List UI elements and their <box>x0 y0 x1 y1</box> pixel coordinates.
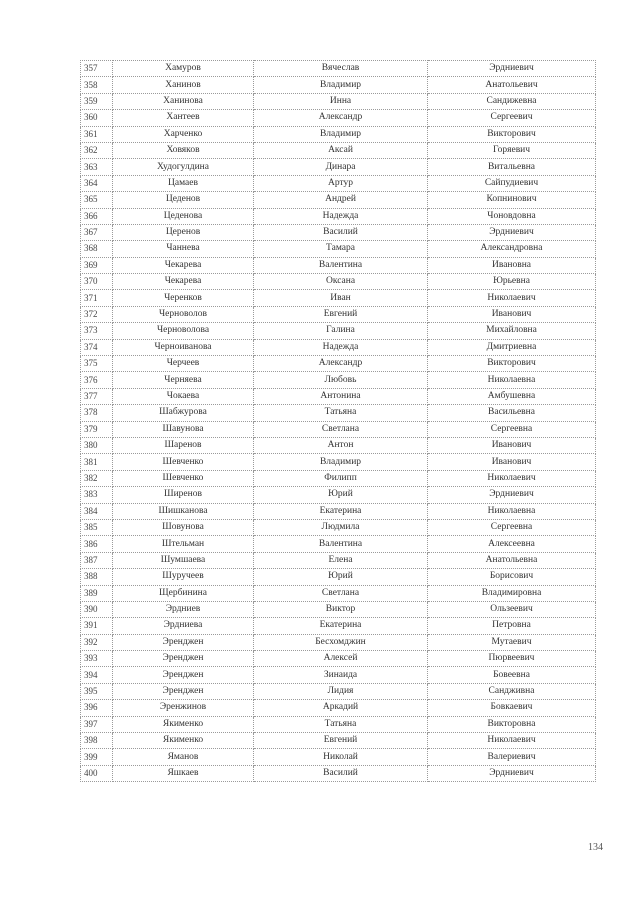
row-number: 386 <box>81 536 113 552</box>
row-number: 361 <box>81 126 113 142</box>
patronymic-cell: Юрьевна <box>428 274 596 290</box>
patronymic-cell: Дмитриевна <box>428 339 596 355</box>
row-number: 379 <box>81 421 113 437</box>
patronymic-cell: Чоновдовна <box>428 208 596 224</box>
row-number: 364 <box>81 175 113 191</box>
first-name-cell: Татьяна <box>254 716 428 732</box>
table-row <box>81 274 596 290</box>
last-name-cell: Цеденова <box>113 208 254 224</box>
row-number: 384 <box>81 503 113 519</box>
patronymic-cell: Эрдниевич <box>428 765 596 781</box>
last-name-cell: Церенов <box>113 224 254 240</box>
table-row <box>81 110 596 126</box>
patronymic-cell: Анатольевна <box>428 552 596 568</box>
patronymic-cell: Васильевна <box>428 405 596 421</box>
row-number: 358 <box>81 77 113 93</box>
last-name-cell: Черноволов <box>113 306 254 322</box>
row-number: 367 <box>81 224 113 240</box>
row-number: 398 <box>81 733 113 749</box>
last-name-cell: Чаннева <box>113 241 254 257</box>
row-number: 359 <box>81 93 113 109</box>
table-row <box>81 667 596 683</box>
table-row <box>81 683 596 699</box>
patronymic-cell: Николаевна <box>428 372 596 388</box>
row-number: 399 <box>81 749 113 765</box>
last-name-cell: Эрдниева <box>113 618 254 634</box>
first-name-cell: Оксана <box>254 274 428 290</box>
patronymic-cell: Ивановна <box>428 257 596 273</box>
row-number: 385 <box>81 519 113 535</box>
table-row <box>81 651 596 667</box>
table-row <box>81 749 596 765</box>
first-name-cell: Инна <box>254 93 428 109</box>
table-row <box>81 733 596 749</box>
row-number: 395 <box>81 683 113 699</box>
patronymic-cell: Анатольевич <box>428 77 596 93</box>
last-name-cell: Черноволова <box>113 323 254 339</box>
last-name-cell: Эрдниев <box>113 601 254 617</box>
last-name-cell: Эренджен <box>113 634 254 650</box>
patronymic-cell: Викторовна <box>428 716 596 732</box>
patronymic-cell: Сергеевич <box>428 110 596 126</box>
row-number: 371 <box>81 290 113 306</box>
first-name-cell: Динара <box>254 159 428 175</box>
last-name-cell: Якименко <box>113 733 254 749</box>
row-number: 376 <box>81 372 113 388</box>
table-row <box>81 618 596 634</box>
row-number: 382 <box>81 470 113 486</box>
table-row <box>81 224 596 240</box>
last-name-cell: Шевченко <box>113 470 254 486</box>
patronymic-cell: Иванович <box>428 306 596 322</box>
row-number: 392 <box>81 634 113 650</box>
row-number: 360 <box>81 110 113 126</box>
table-row <box>81 405 596 421</box>
last-name-cell: Чекарева <box>113 257 254 273</box>
table-row <box>81 454 596 470</box>
last-name-cell: Эренджен <box>113 667 254 683</box>
patronymic-cell: Бовкаевич <box>428 700 596 716</box>
first-name-cell: Василий <box>254 765 428 781</box>
first-name-cell: Евгений <box>254 306 428 322</box>
last-name-cell: Эренджен <box>113 683 254 699</box>
row-number: 383 <box>81 487 113 503</box>
patronymic-cell: Борисович <box>428 569 596 585</box>
last-name-cell: Ховяков <box>113 142 254 158</box>
table-row <box>81 77 596 93</box>
last-name-cell: Черенков <box>113 290 254 306</box>
row-number: 388 <box>81 569 113 585</box>
names-table <box>80 60 596 782</box>
patronymic-cell: Николаевич <box>428 733 596 749</box>
last-name-cell: Шабжурова <box>113 405 254 421</box>
row-number: 363 <box>81 159 113 175</box>
first-name-cell: Бесхомджин <box>254 634 428 650</box>
last-name-cell: Ханинова <box>113 93 254 109</box>
table-row <box>81 372 596 388</box>
table-row <box>81 470 596 486</box>
table-row <box>81 700 596 716</box>
first-name-cell: Владимир <box>254 77 428 93</box>
last-name-cell: Шуручеев <box>113 569 254 585</box>
first-name-cell: Аркадий <box>254 700 428 716</box>
last-name-cell: Ханинов <box>113 77 254 93</box>
patronymic-cell: Владимировна <box>428 585 596 601</box>
last-name-cell: Штельман <box>113 536 254 552</box>
table-row <box>81 323 596 339</box>
first-name-cell: Аксай <box>254 142 428 158</box>
first-name-cell: Владимир <box>254 126 428 142</box>
last-name-cell: Худогулдина <box>113 159 254 175</box>
first-name-cell: Алексей <box>254 651 428 667</box>
last-name-cell: Эренжинов <box>113 700 254 716</box>
row-number: 370 <box>81 274 113 290</box>
last-name-cell: Хамуров <box>113 61 254 77</box>
first-name-cell: Надежда <box>254 339 428 355</box>
last-name-cell: Шаренов <box>113 437 254 453</box>
first-name-cell: Виктор <box>254 601 428 617</box>
patronymic-cell: Николаевич <box>428 470 596 486</box>
row-number: 381 <box>81 454 113 470</box>
patronymic-cell: Викторович <box>428 126 596 142</box>
first-name-cell: Любовь <box>254 372 428 388</box>
table-row <box>81 569 596 585</box>
patronymic-cell: Пюрвеевич <box>428 651 596 667</box>
table-row <box>81 61 596 77</box>
last-name-cell: Щербинина <box>113 585 254 601</box>
last-name-cell: Эренджен <box>113 651 254 667</box>
first-name-cell: Татьяна <box>254 405 428 421</box>
row-number: 377 <box>81 388 113 404</box>
patronymic-cell: Михайловна <box>428 323 596 339</box>
table-row <box>81 93 596 109</box>
patronymic-cell: Петровна <box>428 618 596 634</box>
table-row <box>81 306 596 322</box>
row-number: 366 <box>81 208 113 224</box>
table-row <box>81 536 596 552</box>
table-row <box>81 487 596 503</box>
patronymic-cell: Иванович <box>428 454 596 470</box>
first-name-cell: Вячеслав <box>254 61 428 77</box>
row-number: 369 <box>81 257 113 273</box>
last-name-cell: Яшкаев <box>113 765 254 781</box>
first-name-cell: Екатерина <box>254 618 428 634</box>
row-number: 375 <box>81 356 113 372</box>
row-number: 368 <box>81 241 113 257</box>
table-row <box>81 241 596 257</box>
last-name-cell: Шевченко <box>113 454 254 470</box>
row-number: 397 <box>81 716 113 732</box>
first-name-cell: Юрий <box>254 487 428 503</box>
first-name-cell: Светлана <box>254 421 428 437</box>
row-number: 391 <box>81 618 113 634</box>
patronymic-cell: Эрдниевич <box>428 487 596 503</box>
patronymic-cell: Мутаевич <box>428 634 596 650</box>
first-name-cell: Николай <box>254 749 428 765</box>
first-name-cell: Елена <box>254 552 428 568</box>
patronymic-cell: Валериевич <box>428 749 596 765</box>
last-name-cell: Якименко <box>113 716 254 732</box>
row-number: 389 <box>81 585 113 601</box>
table-row <box>81 388 596 404</box>
first-name-cell: Валентина <box>254 536 428 552</box>
last-name-cell: Черчеев <box>113 356 254 372</box>
patronymic-cell: Витальевна <box>428 159 596 175</box>
row-number: 387 <box>81 552 113 568</box>
row-number: 394 <box>81 667 113 683</box>
table-row <box>81 437 596 453</box>
patronymic-cell: Александровна <box>428 241 596 257</box>
row-number: 373 <box>81 323 113 339</box>
last-name-cell: Хантеев <box>113 110 254 126</box>
last-name-cell: Яманов <box>113 749 254 765</box>
patronymic-cell: Викторович <box>428 356 596 372</box>
first-name-cell: Надежда <box>254 208 428 224</box>
first-name-cell: Александр <box>254 110 428 126</box>
last-name-cell: Шавунова <box>113 421 254 437</box>
first-name-cell: Евгений <box>254 733 428 749</box>
names-table-body <box>81 61 596 782</box>
table-row <box>81 142 596 158</box>
table-row <box>81 421 596 437</box>
patronymic-cell: Сандижевна <box>428 93 596 109</box>
patronymic-cell: Ользеевич <box>428 601 596 617</box>
patronymic-cell: Сергеевна <box>428 421 596 437</box>
patronymic-cell: Эрдниевич <box>428 224 596 240</box>
row-number: 390 <box>81 601 113 617</box>
patronymic-cell: Сандживна <box>428 683 596 699</box>
table-row <box>81 503 596 519</box>
patronymic-cell: Эрдниевич <box>428 61 596 77</box>
table-row <box>81 519 596 535</box>
first-name-cell: Екатерина <box>254 503 428 519</box>
last-name-cell: Шумшаева <box>113 552 254 568</box>
table-row <box>81 126 596 142</box>
first-name-cell: Галина <box>254 323 428 339</box>
table-row <box>81 634 596 650</box>
last-name-cell: Чекарева <box>113 274 254 290</box>
table-row <box>81 192 596 208</box>
table-row <box>81 356 596 372</box>
patronymic-cell: Копнинович <box>428 192 596 208</box>
last-name-cell: Цамаев <box>113 175 254 191</box>
row-number: 400 <box>81 765 113 781</box>
table-row <box>81 601 596 617</box>
patronymic-cell: Сергеевна <box>428 519 596 535</box>
patronymic-cell: Сайпудиевич <box>428 175 596 191</box>
table-row <box>81 716 596 732</box>
last-name-cell: Шишканова <box>113 503 254 519</box>
row-number: 393 <box>81 651 113 667</box>
first-name-cell: Владимир <box>254 454 428 470</box>
last-name-cell: Ширенов <box>113 487 254 503</box>
first-name-cell: Тамара <box>254 241 428 257</box>
first-name-cell: Светлана <box>254 585 428 601</box>
table-row <box>81 175 596 191</box>
last-name-cell: Чокаева <box>113 388 254 404</box>
first-name-cell: Филипп <box>254 470 428 486</box>
first-name-cell: Василий <box>254 224 428 240</box>
patronymic-cell: Алексеевна <box>428 536 596 552</box>
first-name-cell: Артур <box>254 175 428 191</box>
table-row <box>81 585 596 601</box>
last-name-cell: Черняева <box>113 372 254 388</box>
first-name-cell: Людмила <box>254 519 428 535</box>
patronymic-cell: Николаевич <box>428 290 596 306</box>
first-name-cell: Валентина <box>254 257 428 273</box>
table-row <box>81 208 596 224</box>
table-row <box>81 765 596 781</box>
first-name-cell: Антон <box>254 437 428 453</box>
table-row <box>81 159 596 175</box>
last-name-cell: Черноиванова <box>113 339 254 355</box>
patronymic-cell: Иванович <box>428 437 596 453</box>
last-name-cell: Цеденов <box>113 192 254 208</box>
row-number: 380 <box>81 437 113 453</box>
table-row <box>81 552 596 568</box>
row-number: 378 <box>81 405 113 421</box>
last-name-cell: Харченко <box>113 126 254 142</box>
first-name-cell: Иван <box>254 290 428 306</box>
last-name-cell: Шовунова <box>113 519 254 535</box>
patronymic-cell: Бовеевна <box>428 667 596 683</box>
table-row <box>81 257 596 273</box>
row-number: 365 <box>81 192 113 208</box>
first-name-cell: Антонина <box>254 388 428 404</box>
row-number: 357 <box>81 61 113 77</box>
row-number: 374 <box>81 339 113 355</box>
first-name-cell: Зинаида <box>254 667 428 683</box>
first-name-cell: Александр <box>254 356 428 372</box>
first-name-cell: Юрий <box>254 569 428 585</box>
page-number: 134 <box>588 842 603 853</box>
row-number: 396 <box>81 700 113 716</box>
patronymic-cell: Горяевич <box>428 142 596 158</box>
table-row <box>81 290 596 306</box>
patronymic-cell: Амбушевна <box>428 388 596 404</box>
patronymic-cell: Николаевна <box>428 503 596 519</box>
row-number: 362 <box>81 142 113 158</box>
table-row <box>81 339 596 355</box>
row-number: 372 <box>81 306 113 322</box>
first-name-cell: Андрей <box>254 192 428 208</box>
first-name-cell: Лидия <box>254 683 428 699</box>
